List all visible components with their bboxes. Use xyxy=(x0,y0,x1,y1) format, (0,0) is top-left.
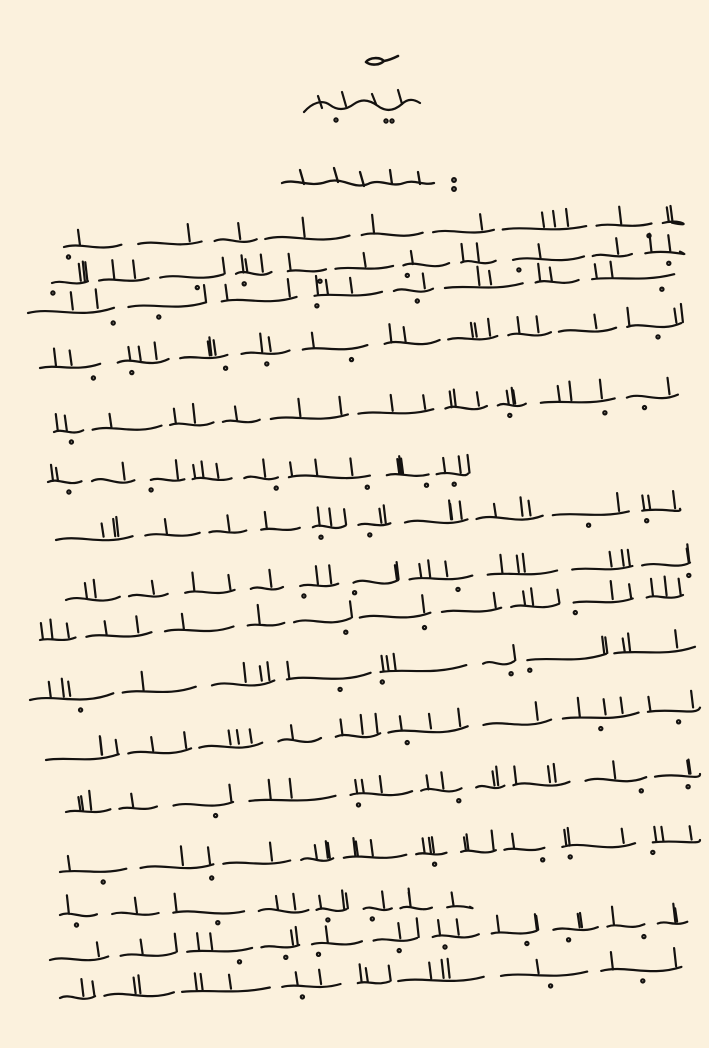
diacritic-dot xyxy=(651,851,654,854)
diacritic-dot xyxy=(102,880,105,883)
handwritten-line-14 xyxy=(50,904,687,960)
handwritten-line-5 xyxy=(48,455,470,483)
handwritten-line-13 xyxy=(60,889,473,917)
diacritic-dot xyxy=(667,262,670,265)
diacritic-dot xyxy=(51,291,54,294)
diacritic-dot xyxy=(150,488,153,491)
diacritic-dot xyxy=(301,995,304,998)
diacritic-dot xyxy=(317,953,320,956)
diacritic-dot xyxy=(569,855,572,858)
diacritic-dot xyxy=(517,268,520,271)
diacritic-dot xyxy=(677,720,680,723)
diacritic-dot xyxy=(319,536,322,539)
diacritic-dot xyxy=(508,414,511,417)
handwritten-line-3 xyxy=(40,304,683,368)
diacritic-dot xyxy=(366,486,369,489)
handwritten-line-0 xyxy=(64,206,684,248)
diacritic-dot xyxy=(528,669,531,672)
letter-body-lines xyxy=(28,206,700,999)
diacritic-dot xyxy=(643,406,646,409)
diacritic-dot xyxy=(302,594,305,597)
diacritic-dot xyxy=(660,288,663,291)
diacritic-dot xyxy=(587,524,590,527)
diacritic-dot xyxy=(406,741,409,744)
diacritic-dot xyxy=(130,371,133,374)
page-number-mark xyxy=(366,56,398,65)
diacritic-dot xyxy=(318,280,321,283)
diacritic-dot xyxy=(443,945,446,948)
diacritic-dot xyxy=(243,282,246,285)
diacritic-dot xyxy=(344,631,347,634)
diacritic-dot xyxy=(224,367,227,370)
diacritic-dot xyxy=(210,876,213,879)
diacritic-dot xyxy=(687,785,690,788)
handwritten-line-11 xyxy=(66,760,700,812)
diacritic-dot xyxy=(216,921,219,924)
diacritic-dot xyxy=(70,440,73,443)
diacritic-dot xyxy=(238,960,241,963)
diacritic-dot xyxy=(371,917,374,920)
diacritic-dot xyxy=(687,574,690,577)
handwritten-line-1 xyxy=(52,234,684,284)
diacritic-dot xyxy=(196,286,199,289)
diacritic-dot xyxy=(353,591,356,594)
diacritic-dot xyxy=(567,938,570,941)
diacritic-dot xyxy=(574,611,577,614)
diacritic-dot xyxy=(381,680,384,683)
diacritic-dot xyxy=(425,484,428,487)
diacritic-dot xyxy=(656,335,659,338)
diacritic-dot xyxy=(645,519,648,522)
diacritic-dot xyxy=(642,935,645,938)
salutation-line xyxy=(282,168,456,191)
diacritic-dot xyxy=(416,299,419,302)
diacritic-dot xyxy=(326,918,329,921)
diacritic-dot xyxy=(315,304,318,307)
diacritic-dot xyxy=(457,799,460,802)
diacritic-dot xyxy=(510,672,513,675)
diacritic-dot xyxy=(368,533,371,536)
diacritic-dot xyxy=(641,979,644,982)
diacritic-dot xyxy=(339,688,342,691)
diacritic-dot xyxy=(67,255,70,258)
diacritic-dot xyxy=(79,708,82,711)
diacritic-dot xyxy=(433,863,436,866)
diacritic-dot xyxy=(157,315,160,318)
diacritic-dot xyxy=(423,626,426,629)
diacritic-dot xyxy=(549,984,552,987)
diacritic-dot xyxy=(599,727,602,730)
handwritten-line-4 xyxy=(54,378,678,433)
handwritten-line-12 xyxy=(60,826,700,872)
diacritic-dot xyxy=(214,814,217,817)
diacritic-dot xyxy=(350,358,353,361)
handwritten-line-9 xyxy=(30,630,695,700)
letter-heading xyxy=(304,90,420,123)
diacritic-dot xyxy=(603,411,606,414)
diacritic-dot xyxy=(67,490,70,493)
diacritic-dot xyxy=(541,858,544,861)
diacritic-dot xyxy=(640,789,643,792)
diacritic-dot xyxy=(525,942,528,945)
diacritic-dot xyxy=(284,956,287,959)
diacritic-dot xyxy=(75,923,78,926)
diacritic-dot xyxy=(398,949,401,952)
diacritic-dot xyxy=(357,803,360,806)
diacritic-dot xyxy=(406,274,409,277)
handwritten-line-10 xyxy=(46,691,700,760)
diacritic-dot xyxy=(265,362,268,365)
handwritten-line-8 xyxy=(40,577,683,640)
diacritic-dot xyxy=(453,483,456,486)
handwritten-line-7 xyxy=(66,544,690,600)
diacritic-dot xyxy=(112,321,115,324)
diacritic-dot xyxy=(92,376,95,379)
handwritten-line-2 xyxy=(28,262,674,313)
diacritic-dot xyxy=(275,487,278,490)
diacritic-dot xyxy=(456,588,459,591)
